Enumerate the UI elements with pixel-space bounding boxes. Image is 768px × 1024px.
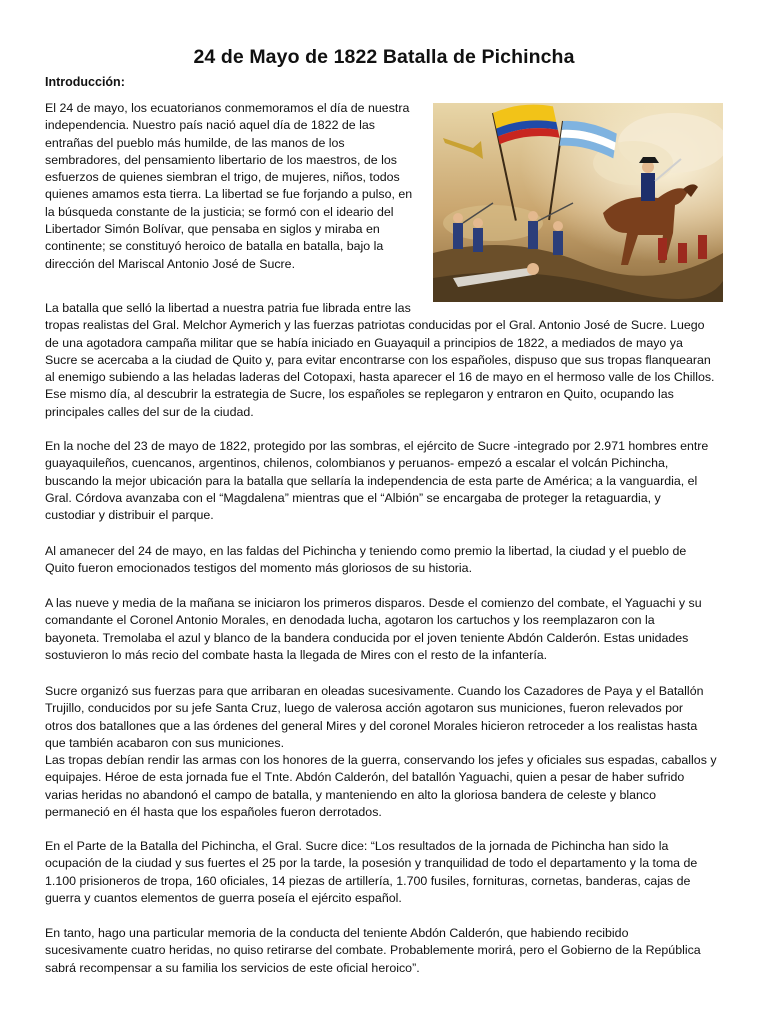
paragraph-sucre-report <box>45 838 725 907</box>
paragraph-dawn <box>45 543 725 578</box>
text-line: que también acabaron con sus municiones. <box>45 735 285 750</box>
text-line: Quito fueron emocionados testigos del momento más gloriosos de su historia. <box>45 561 473 576</box>
text-line: En tanto, hago una particular memoria de la conducta del teniente Abdón Calderón, que habiendo recibido <box>45 926 629 940</box>
text-line: quienes amamos esta tierra. La libertad se fue forjando a pulso, en <box>45 187 413 202</box>
paragraph-waves-and-surrender <box>45 683 725 821</box>
text-line: continente; se constituyó heroico de batalla en batalla, bajo la <box>45 239 384 254</box>
paragraph-intro <box>45 100 425 273</box>
page-title: 24 de Mayo de 1822 Batalla de Pichincha <box>193 46 575 68</box>
text-line: A las nueve y media de la mañana se iniciaron los primeros disparos. Desde el comienzo del combate, el Yaguachi y su <box>45 596 702 610</box>
text-line: 1.100 prisioneros de tropa, 160 oficiales, 14 piezas de artillería, 1.700 fusiles, fornituras, cornetas, banderas, cajas de <box>45 873 691 888</box>
battle-painting-icon <box>433 103 723 302</box>
text-line: sembradores, del pensamiento libertario de los maestros, de los <box>45 152 397 167</box>
text-line: Al amanecer del 24 de mayo, en las faldas del Pichincha y teniendo como premio la libertad, la ciudad y el pueblo de <box>45 544 687 558</box>
text-line: Las tropas debían rendir las armas con los honores de la guerra, conservando los jefes y oficiales sus espadas, caballos y <box>45 753 717 768</box>
text-line: comandante el Coronel Antonio Morales, en denodada lucha, agotaron los cartuchos y los reemplazaron con la <box>45 613 655 628</box>
text-line: al enemigo subiendo a las heladas laderas del Cotopaxi, hasta aparecer el 16 de mayo en el hermoso valle de los Chillos. <box>45 370 715 385</box>
text-line: esfuerzos de quienes siembran el trigo, de mujeres, niños, todos <box>45 170 400 185</box>
text-line: otros dos batallones que a las órdenes del general Mires y del coronel Morales hicieron retroceder a los realistas hasta <box>45 718 698 733</box>
text-line: bayoneta. Tremolaba el azul y blanco de la bandera conducida por el joven teniente Abdón Calderón. Estas unidades <box>45 630 689 645</box>
text-line: independencia. Nuestro país nació aquel día de 1822 de las <box>45 118 375 133</box>
text-line: Sucre se acercaba a la ciudad de Quito y, para evitar encontrarse con los españoles, dispuso que sus tropas flanquearan <box>45 352 711 367</box>
text-line: dirección del Mariscal Antonio José de Sucre. <box>45 256 296 271</box>
text-line: En el Parte de la Batalla del Pichincha, el Gral. Sucre dice: “Los resultados de la jornada de Pichincha han sido la <box>45 839 669 853</box>
text-line: La batalla que selló la libertad a nuestra patria fue librada entre las <box>45 301 411 315</box>
text-line: varias heridas no abandonó el campo de batalla, y manteniendo en alto la gloriosa bandera de celeste y blanco <box>45 787 656 802</box>
paragraph-calderon-memory <box>45 925 725 977</box>
text-line: sucesivamente cuatro heridas, no quiso retirarse del combate. Probablemente morirá, pero el Gobierno de la República <box>45 943 701 958</box>
text-line: guayaquileños, cuencanos, argentinos, chilenos, colombianos y peruanos- empezó a escalar el volcán Pichincha, <box>45 456 669 471</box>
paragraph-night-march <box>45 438 725 524</box>
text-line: El 24 de mayo, los ecuatorianos conmemoramos el día de nuestra <box>45 101 410 115</box>
text-line: En la noche del 23 de mayo de 1822, protegido por las sombras, el ejército de Sucre -integrado por 2.971 hombres entre <box>45 439 709 453</box>
text-line: de una agotadora campaña militar que se había iniciado en Guayaquil a principios de 1822, a mediados de mayo ya <box>45 335 683 350</box>
text-line: sostuvieron lo más recio del combate hasta la llegada de Mires con el resto de la infantería. <box>45 647 548 662</box>
text-line: guerra y cuantos elementos de guerra poseía el ejército español. <box>45 890 402 905</box>
text-line: ocupación de la ciudad y sus fuertes el 25 por la tarde, la posesión y tranquilidad de todo el departamento y la toma de <box>45 856 698 871</box>
text-line: tropas realistas del Gral. Melchor Aymerich y las fuerzas patriotas conducidas por el Gral. Antonio José de Sucre. Luego <box>45 318 705 333</box>
text-line: equipajes. Héroe de esta jornada fue el Tnte. Abdón Calderón, del batallón Yaguachi, quien a pesar de haber sufrido <box>45 770 685 785</box>
text-line: Trujillo, conducidos por su jefe Santa Cruz, luego de valerosa acción agotaron sus municiones, fueron relevados por <box>45 701 684 716</box>
text-line: buscando la mejor ubicación para la batalla que sellaría la independencia de esta parte de América; a la vanguardia, el <box>45 473 698 488</box>
text-line: custodiar y distribuir el parque. <box>45 508 214 523</box>
text-line: sabrá recompensar a su familia los servicios de este oficial heroico”. <box>45 960 420 975</box>
paragraph-battle-context <box>45 300 725 421</box>
text-line: la búsqueda constante de la justicia; se formó con el ideario del <box>45 204 394 219</box>
text-line: Gral. Córdova avanzaba con el “Magdalena” mientras que el “Albión” se encargaba de proteger la retaguardia, y <box>45 490 661 505</box>
text-line: Ese mismo día, al descubrir la estrategia de Sucre, los españoles se replegaron y entraron en Quito, ocupando las <box>45 387 674 402</box>
text-line: principales calles del sur de la ciudad. <box>45 404 254 419</box>
text-line: Libertador Simón Bolívar, que pensaba en siglos y miraba en <box>45 222 380 237</box>
text-line: entrañas del pueblo más humilde, de las manos de los <box>45 135 345 150</box>
text-line: Sucre organizó sus fuerzas para que arribaran en oleadas sucesivamente. Cuando los Cazadores de Paya y el Batallón <box>45 684 704 698</box>
text-line: permaneció en él hasta que los españoles fueron derrotados. <box>45 805 382 820</box>
introduction-heading: Introducción: <box>45 75 125 89</box>
paragraph-first-shots <box>45 595 725 664</box>
